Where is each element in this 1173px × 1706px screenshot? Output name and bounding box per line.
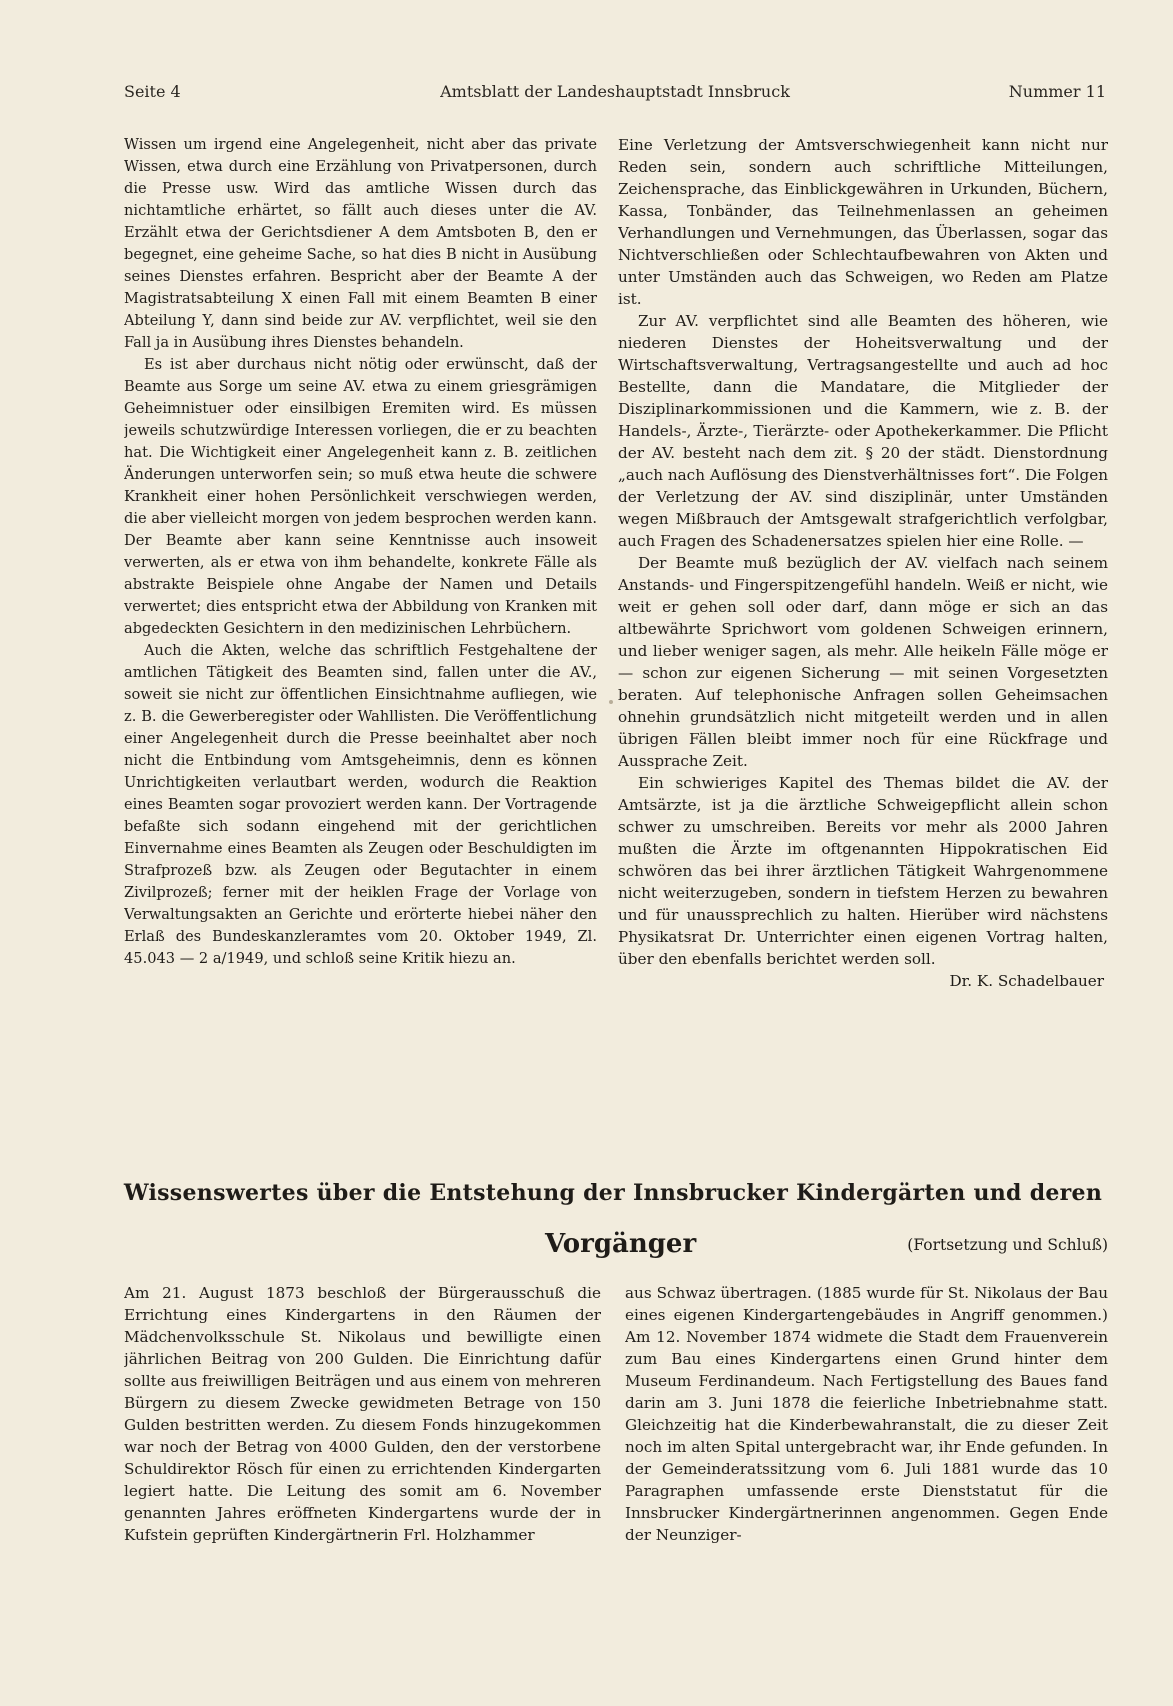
article2-subtitle: (Fortsetzung und Schluß)	[907, 1236, 1108, 1254]
page-number: Seite 4	[124, 82, 181, 101]
article1-paragraph: Auch die Akten, welche das schriftlich Festgehaltene der amtlichen Tätigkeit des Beamten sind, fallen unter die AV., soweit sie nicht zur öffentlichen Einsichtnahme aufliegen, wie z. B. die Gewerberegister oder Wahllisten. Die Veröffentlichung einer Angelegenheit durch die Presse beeinhaltet aber noch nicht die Entbindung vom Amtsgeheimnis, denn es können Unrichtigkeiten verlautbart werden, wodurch die Reaktion eines Beamten sogar provoziert werden kann. Der Vortragende befaßte sich sodann eingehend mit der gerichtlichen Einvernahme eines Beamten als Zeugen oder Beschuldigten im Strafprozeß bzw. als Zeugen oder Begutachter in einem Zivilprozeß; ferner mit der heiklen Frage der Vorlage von Verwaltungsakten an Gerichte und erörterte hiebei näher den Erlaß des Bundeskanzleramtes vom 20. Oktober 1949, Zl. 45.043 — 2 a/1949, und schloß seine Kritik hiezu an.	[124, 642, 597, 967]
article1-paragraph: Es ist aber durchaus nicht nötig oder erwünscht, daß der Beamte aus Sorge um seine AV. etwa zu einem griesgrämigen Geheimnistuer oder einsilbigen Eremiten wird. Es müssen jeweils schutzwürdige Interessen vorliegen, die er zu beachten hat. Die Wichtigkeit einer Angelegenheit kann z. B. zeitlichen Änderungen unterworfen sein; so muß etwa heute die schwere Krankheit einer hohen Persönlichkeit verschwiegen werden, die aber vielleicht morgen von jedem besprochen werden kann. Der Beamte aber kann seine Kenntnisse auch insoweit verwerten, als er etwa von ihm behandelte, konkrete Fälle als abstrakte Beispiele ohne Angabe der Namen und Details verwertet; dies entspricht etwa der Abbildung von Kranken mit abgedeckten Gesichtern in den medizinischen Lehrbüchern.	[124, 356, 597, 637]
page-header	[124, 82, 1106, 104]
article1-right-column	[618, 134, 1108, 996]
article1-paragraph: Der Beamte muß bezüglich der AV. vielfach nach seinem Anstands- und Fingerspitzengefühl handeln. Weiß er nicht, wie weit er gehen soll oder darf, dann möge er sich an das altbewährte Sprichwort vom goldenen Schweigen erinnern, und lieber weniger sagen, als mehr. Alle heikeln Fälle möge er — schon zur eigenen Sicherung — mit seinen Vorgesetzten beraten. Auf telephonische Anfragen sollen Geheimsachen ohnehin grundsätzlich nicht mitgeteilt werden und in allen übrigen Fällen bleibt immer noch für eine Rückfrage und Aussprache Zeit.	[618, 554, 1108, 770]
print-speck	[609, 700, 613, 704]
article2-right-column	[625, 1282, 1108, 1584]
article2-paragraph: Am 21. August 1873 beschloß der Bürgerausschuß die Errichtung eines Kindergartens in den Räumen der Mädchenvolksschule St. Nikolaus und bewilligte einen jährlichen Beitrag von 200 Gulden. Die Einrichtung dafür sollte aus freiwilligen Beiträgen und aus einem von mehreren Bürgern zu diesem Zwecke gewidmeten Betrage von 150 Gulden bestritten werden. Zu diesem Fonds hinzugekommen war noch der Betrag von 4000 Gulden, den der verstorbene Schuldirektor Rösch für einen zu errichtenden Kindergarten legiert hatte. Die Leitung des somit am 6. November genannten Jahres eröffneten Kindergartens wurde der in Kufstein geprüften Kindergärtnerin Frl. Holzhammer	[124, 1284, 601, 1544]
article1-paragraph: Wissen um irgend eine Angelegenheit, nicht aber das private Wissen, etwa durch eine Erzählung von Privatpersonen, durch die Presse usw. Wird das amtliche Wissen durch das nichtamtliche erhärtet, so fällt auch dieses unter die AV. Erzählt etwa der Gerichtsdiener A dem Amtsboten B, den er begegnet, eine geheime Sache, so hat dies B nicht in Ausübung seines Dienstes erfahren. Bespricht aber der Beamte A der Magistratsabteilung X einen Fall mit einem Beamten B einer Abteilung Y, dann sind beide zur AV. verpflichtet, weil sie den Fall ja in Ausübung ihres Dienstes behandeln.	[124, 136, 597, 351]
article1-paragraph: Ein schwieriges Kapitel des Themas bildet die AV. der Amtsärzte, ist ja die ärztliche Schweigepflicht allein schon schwer zu umschreiben. Bereits vor mehr als 2000 Jahren mußten die Ärzte im oftgenannten Hippokratischen Eid schwören das bei ihrer ärztlichen Tätigkeit Wahrgenommene nicht weiterzugeben, sondern in tiefstem Herzen zu bewahren und für unaussprechlich zu halten. Hierüber wird nächstens Physikatsrat Dr. Unterrichter einen eigenen Vortrag halten, über den ebenfalls berichtet werden soll.	[618, 774, 1108, 968]
author-signature: Dr. K. Schadelbauer	[949, 972, 1104, 990]
article2-paragraph: aus Schwaz übertragen. (1885 wurde für St. Nikolaus der Bau eines eigenen Kindergartengebäudes in Angriff genommen.) Am 12. November 1874 widmete die Stadt dem Frauenverein zum Bau eines Kindergartens einen Grund hinter dem Museum Ferdinandeum. Nach Fertigstellung des Baues fand darin am 3. Juni 1878 die feierliche Inbetriebnahme statt. Gleichzeitig hat die Kinderbewahranstalt, die zu dieser Zeit noch im alten Spital untergebracht war, ihr Ende gefunden. In der Gemeinderatssitzung vom 6. Juli 1881 wurde das 10 Paragraphen umfassende erste Dienststatut für die Innsbrucker Kindergärtnerinnen angenommen. Gegen Ende der Neunziger-	[625, 1284, 1108, 1544]
article1-paragraph: Eine Verletzung der Amtsverschwiegenheit kann nicht nur Reden sein, sondern auch schriftliche Mitteilungen, Zeichensprache, das Einblickgewähren in Urkunden, Büchern, Kassa, Tonbänder, das Teilnehmenlassen an geheimen Verhandlungen und Vernehmungen, das Überlassen, sogar das Nichtverschließen oder Schlechtaufbewahren von Akten und unter Umständen auch das Schweigen, wo Reden am Platze ist.	[618, 136, 1108, 308]
article2-left-column	[124, 1282, 601, 1584]
article2-title: Wissenswertes über die Entstehung der Innsbrucker Kindergärten und deren	[123, 1180, 1103, 1206]
issue-number: Nummer 11	[1008, 82, 1106, 101]
article1-paragraph: Zur AV. verpflichtet sind alle Beamten des höheren, wie niederen Dienstes der Hoheitsverwaltung und der Wirtschaftsverwaltung, Vertragsangestellte und auch ad hoc Bestellte, dann die Mandatare, die Mitglieder der Disziplinarkommissionen und die Kammern, wie z. B. der Handels-, Ärzte-, Tierärzte- oder Apothekerkammer. Die Pflicht der AV. besteht nach dem zit. § 20 der städt. Dienstordnung „auch nach Auflösung des Dienstverhältnisses fort“. Die Folgen der Verletzung der AV. sind disziplinär, unter Umständen wegen Mißbrauch der Amtsgewalt strafgerichtlich verfolgbar, auch Fragen des Schadenersatzes spielen hier eine Rolle. —	[618, 312, 1108, 550]
article2-title-line2: Vorgänger	[545, 1229, 697, 1259]
article1-left-column	[124, 134, 597, 996]
publication-title: Amtsblatt der Landeshauptstadt Innsbruck	[440, 82, 790, 101]
